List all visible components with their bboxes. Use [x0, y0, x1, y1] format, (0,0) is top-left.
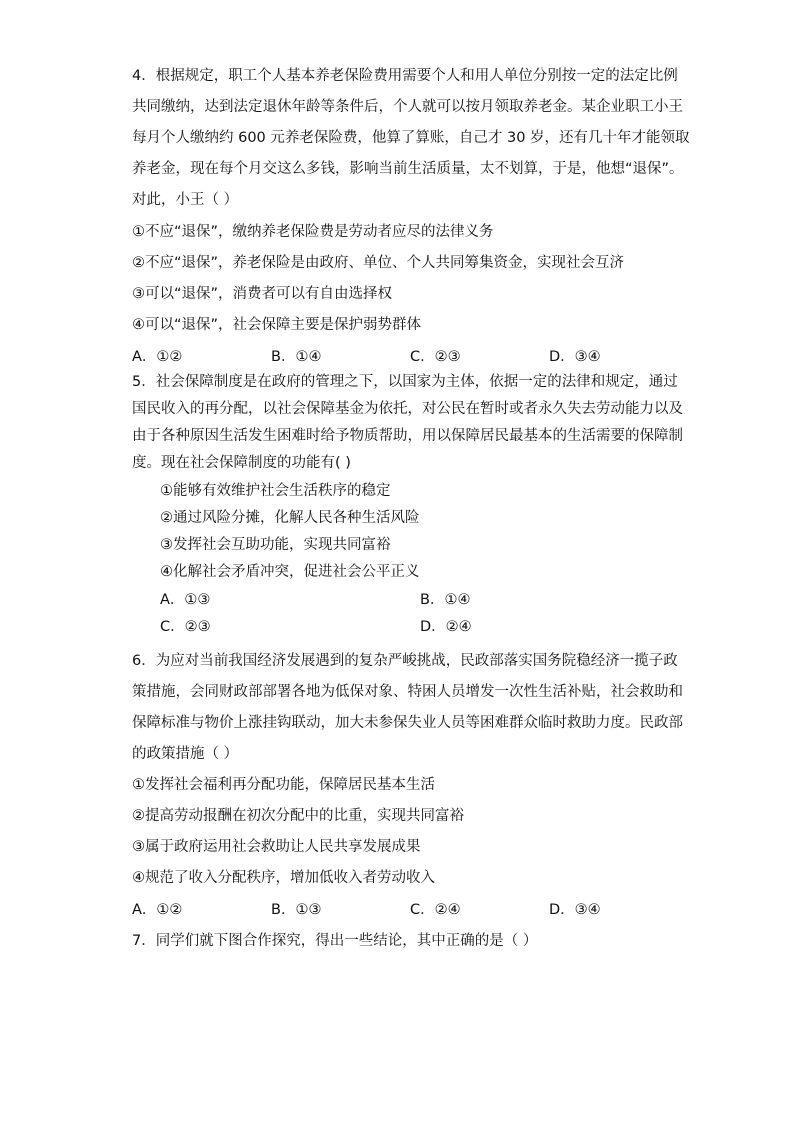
q6-option: ③属于政府运用社会救助让人民共享发展成果	[132, 839, 421, 855]
q5-stem-line: 国民收入的再分配，以社会保障基金为依托，对公民在暂时或者永久失去劳动能力以及	[132, 401, 683, 417]
q6-stem-line: 策措施，会同财政部部署各地为低保对象、特困人员增发一次性生活补贴，社会救助和	[132, 684, 683, 700]
q5-option: ①能够有效维护社会生活秩序的稳定	[160, 483, 391, 499]
q7-stem: 7．同学们就下图合作探究，得出一些结论，其中正确的是（ ）	[132, 933, 538, 949]
q5-choices-row2	[160, 617, 720, 637]
q6-choice-d[interactable]: D．③④	[549, 902, 601, 918]
q6-option: ④规范了收入分配秩序，增加低收入者劳动收入	[132, 870, 435, 886]
q4-option: ③可以“退保”，消费者可以有自由选择权	[132, 286, 393, 302]
q5-choice-d[interactable]: D．②④	[420, 619, 472, 635]
q5-option: ④化解社会矛盾冲突，促进社会公平正义	[160, 564, 420, 580]
q4-option: ④可以“退保”，社会保障主要是保护弱势群体	[132, 317, 422, 333]
q5-option: ②通过风险分摊，化解人民各种生活风险	[160, 510, 420, 526]
q4-choice-c[interactable]: C．②③	[410, 349, 461, 365]
q5-choice-a[interactable]: A．①③	[160, 592, 211, 608]
q4-stem-line: 共同缴纳，达到法定退休年龄等条件后，个人就可以按月领取养老金。某企业职工小王	[132, 99, 683, 115]
q6-choice-b[interactable]: B．①③	[271, 902, 322, 918]
q6-choice-c[interactable]: C．②④	[410, 902, 461, 918]
q4-option: ①不应“退保”，缴纳养老保险费是劳动者应尽的法律义务	[132, 224, 494, 240]
q5-choice-c[interactable]: C．②③	[160, 619, 211, 635]
q5-stem-line: 度。现在社会保障制度的功能有( )	[132, 455, 351, 471]
q6-choice-a[interactable]: A．①②	[132, 902, 183, 918]
q5-choices-row1	[160, 590, 720, 610]
q5-stem-line: 5．社会保障制度是在政府的管理之下，以国家为主体，依据一定的法律和规定，通过	[132, 374, 678, 390]
q4-stem-line: 养老金，现在每个月交这么多钱，影响当前生活质量，太不划算，于是，他想“退保”。	[132, 161, 684, 177]
q6-stem-line: 保障标准与物价上涨挂钩联动，加大未参保失业人员等困难群众临时救助力度。民政部	[132, 715, 683, 731]
q4-option: ②不应“退保”，养老保险是由政府、单位、个人共同筹集资金，实现社会互济	[132, 255, 625, 271]
q6-stem-line: 的政策措施（ ）	[132, 746, 239, 762]
q4-choice-a[interactable]: A．①②	[132, 349, 183, 365]
q6-stem-line: 6．为应对当前我国经济发展遇到的复杂严峻挑战，民政部落实国务院稳经济一揽子政	[132, 653, 678, 669]
q4-choices	[132, 347, 692, 367]
q4-choice-b[interactable]: B．①④	[271, 349, 322, 365]
q5-option: ③发挥社会互助功能，实现共同富裕	[160, 537, 391, 553]
q5-stem-line: 由于各种原因生活发生困难时给予物质帮助，用以保障居民最基本的生活需要的保障制	[132, 428, 683, 444]
q4-choice-d[interactable]: D．③④	[549, 349, 601, 365]
q6-option: ①发挥社会福利再分配功能，保障居民基本生活	[132, 777, 435, 793]
q4-stem-line: 4．根据规定，职工个人基本养老保险费用需要个人和用人单位分别按一定的法定比例	[132, 68, 678, 84]
q4-stem-line: 每月个人缴纳约 600 元养老保险费，他算了算账，自己才 30 岁，还有几十年才能领取	[132, 130, 690, 146]
q4-stem-line: 对此，小王（ ）	[132, 192, 239, 208]
q5-choice-b[interactable]: B．①④	[420, 592, 471, 608]
q6-option: ②提高劳动报酬在初次分配中的比重，实现共同富裕	[132, 808, 464, 824]
q6-choices	[132, 900, 692, 920]
